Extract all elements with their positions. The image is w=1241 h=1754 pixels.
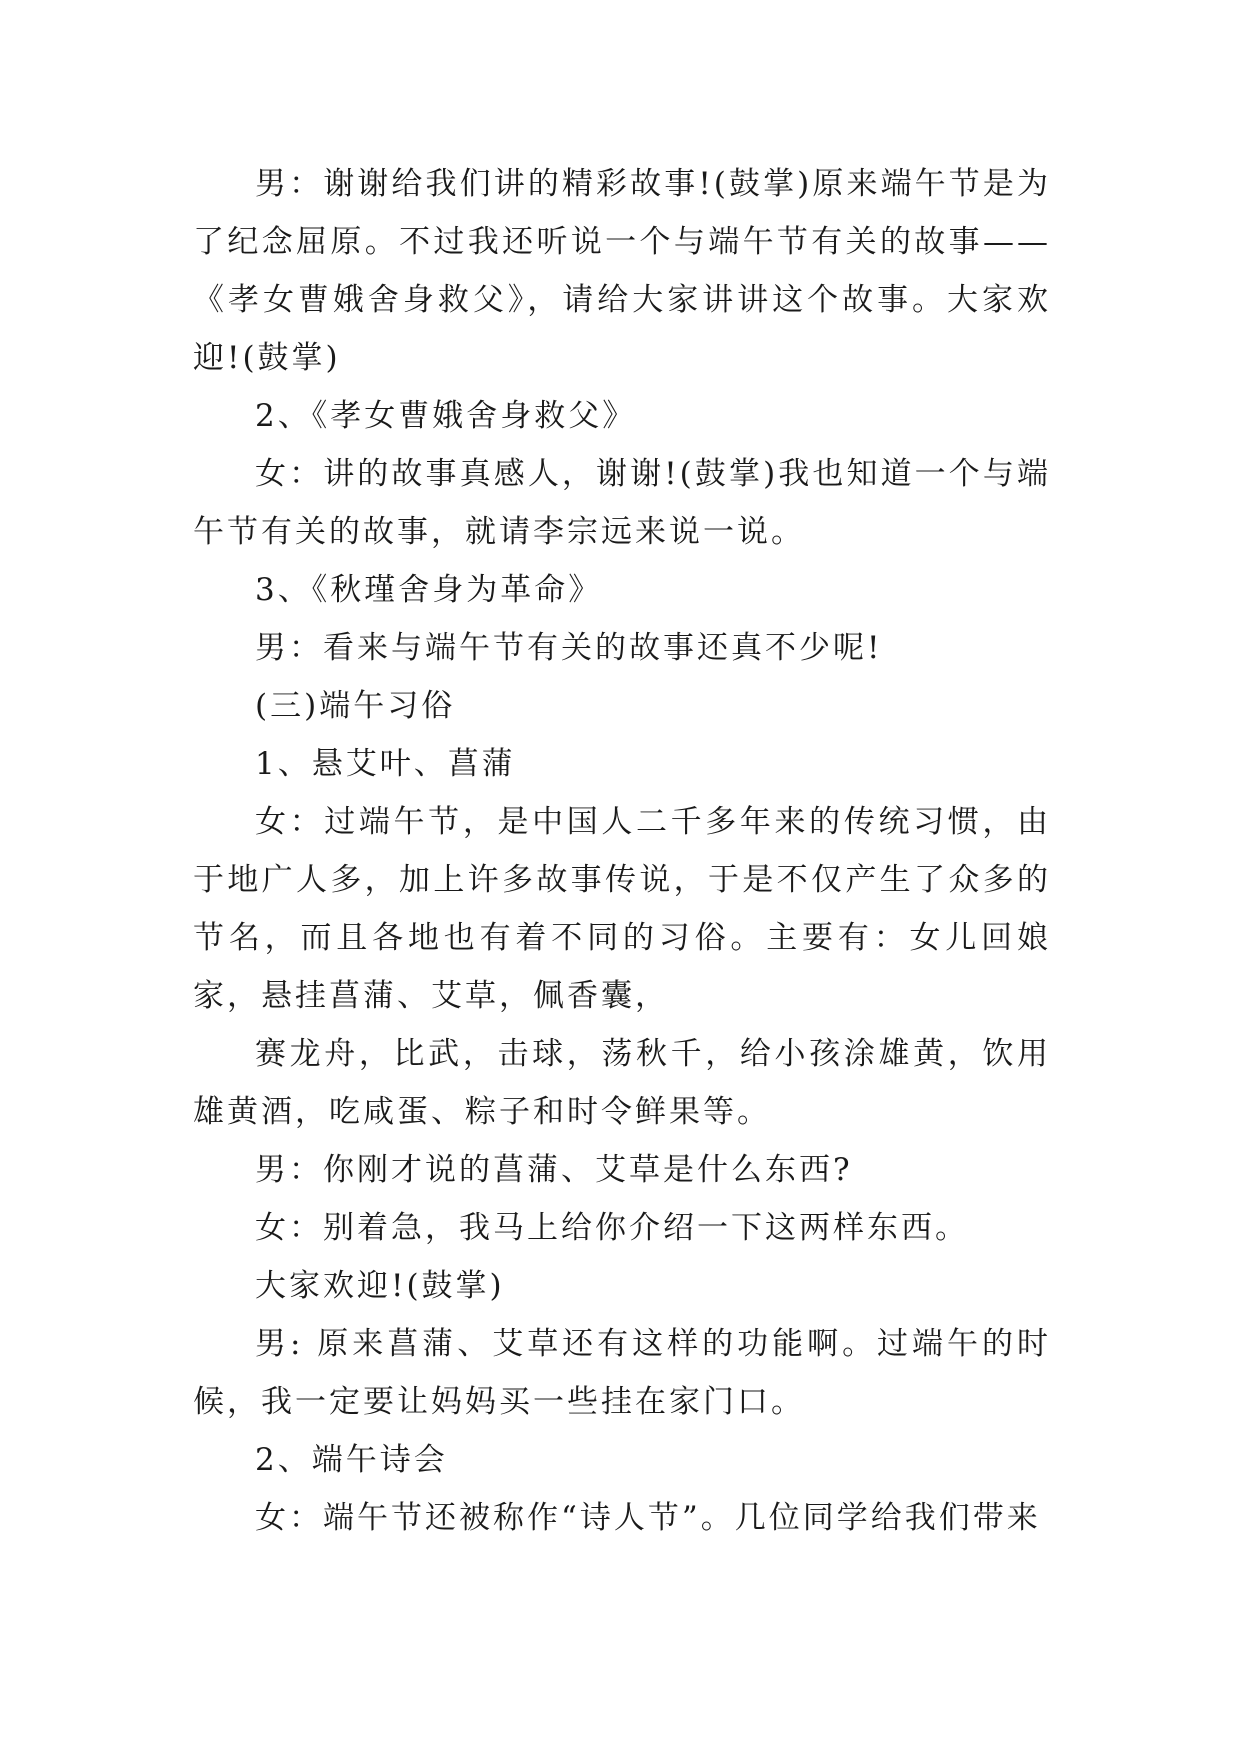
subheading-custom-2: 2、端午诗会	[255, 1442, 448, 1478]
paragraph-story-title-2: 2、《孝女曹娥舍身救父》	[255, 398, 637, 434]
paragraph-dialogue-female-1: 女：讲的故事真感人，谢谢!(鼓掌)我也知道一个与端午节有关的故事，就请李宗远来说一说。	[193, 456, 1051, 550]
paragraph-dialogue-female-3: 女：别着急，我马上给你介绍一下这两样东西。	[255, 1210, 969, 1246]
subheading-custom-1: 1、悬艾叶、菖蒲	[255, 746, 516, 782]
paragraph-dialogue-male-2: 男：看来与端午节有关的故事还真不少呢!	[255, 630, 883, 666]
paragraph-story-title-3: 3、《秋瑾舍身为革命》	[255, 572, 603, 608]
section-heading-customs: (三)端午习俗	[255, 688, 456, 724]
paragraph-dialogue-male-1: 男：谢谢给我们讲的精彩故事!(鼓掌)原来端午节是为了纪念屈原。不过我还听说一个与端午节有关的故事——《孝女曹娥舍身救父》，请给大家讲讲这个故事。大家欢迎!(鼓掌)	[193, 166, 1051, 376]
paragraph-customs-list: 赛龙舟，比武，击球，荡秋千，给小孩涂雄黄，饮用雄黄酒，吃咸蛋、粽子和时令鲜果等。	[193, 1036, 1051, 1130]
paragraph-applause: 大家欢迎!(鼓掌)	[255, 1268, 505, 1304]
paragraph-dialogue-female-4: 女：端午节还被称作“诗人节”。几位同学给我们带来	[255, 1500, 1041, 1536]
paragraph-dialogue-female-2: 女：过端午节，是中国人二千多年来的传统习惯，由于地广人多，加上许多故事传说，于是不仅产生了众多的节名，而且各地也有着不同的习俗。主要有：女儿回娘家，悬挂菖蒲、艾草，佩香囊，	[193, 804, 1051, 1014]
paragraph-dialogue-male-3: 男：你刚才说的菖蒲、艾草是什么东西?	[255, 1152, 853, 1188]
paragraph-dialogue-male-4: 男: 原来菖蒲、艾草还有这样的功能啊。过端午的时候，我一定要让妈妈买一些挂在家门口。	[193, 1326, 1051, 1420]
document-body	[193, 155, 1051, 1547]
